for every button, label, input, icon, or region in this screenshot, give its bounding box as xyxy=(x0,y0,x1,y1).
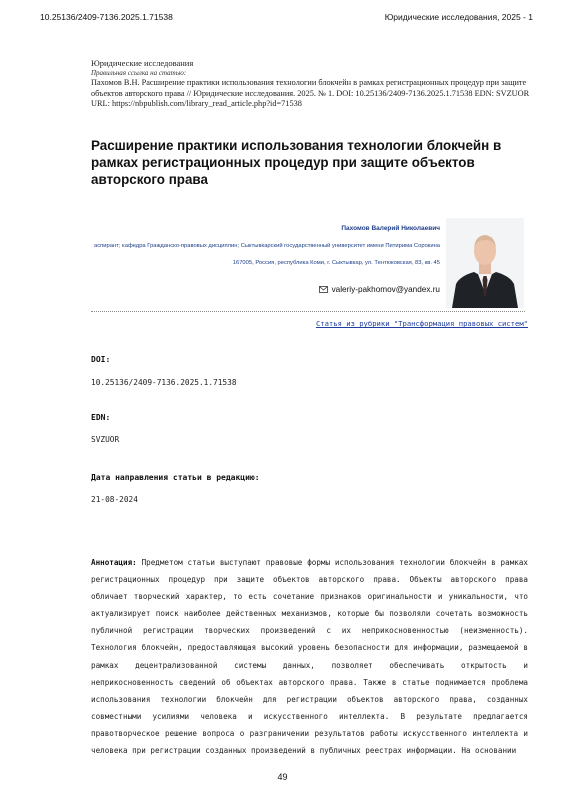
author-address: 167005, Россия, республика Коми, г. Сыктывкар, ул. Тентюковская, 83, кв. 45 xyxy=(232,260,440,266)
edn-value: SVZUOR xyxy=(91,435,120,444)
author-photo xyxy=(446,218,524,308)
doi-value: 10.25136/2409-7136.2025.1.71538 xyxy=(91,378,237,387)
abstract-label: Аннотация: xyxy=(91,558,137,567)
header-journal-issue: Юридические исследования, 2025 - 1 xyxy=(384,12,533,22)
abstract xyxy=(91,554,528,759)
journal-name: Юридические исследования xyxy=(91,58,194,68)
envelope-icon xyxy=(319,286,328,293)
submission-date-value: 21-08-2024 xyxy=(91,495,138,504)
edn-label: EDN: xyxy=(91,413,111,422)
email-address[interactable]: valeriy-pakhomov@yandex.ru xyxy=(331,285,440,294)
doi-label: DOI: xyxy=(91,355,111,364)
rubric-link[interactable]: Статья из рубрики "Трансформация правовых систем" xyxy=(315,319,528,328)
article-title: Расширение практики использования технологии блокчейн в рамках регистрационных процедур при защите объектов авторского права xyxy=(91,138,502,187)
author-block xyxy=(80,224,440,267)
citation-label: Правильная ссылка на статью: xyxy=(91,69,187,77)
citation-text: Пахомов В.Н. Расширение практики использования технологии блокчейн в рамках регистрационных процедур при защите объектов авторского права // Юридические исследования. 2025. № 1. DOI: 10.25136/2409-7136.2025.1.71538 EDN: SVZUOR URL: https://nbpublish.com/library_read_article.php?id=71538 xyxy=(91,78,530,108)
author-email[interactable] xyxy=(319,285,440,294)
citation-block xyxy=(91,58,531,110)
section-divider xyxy=(91,311,525,312)
header-doi: 10.25136/2409-7136.2025.1.71538 xyxy=(40,12,173,22)
author-affiliation: аспирант; кафедра Гражданско-правовых дисциплин; Сыктывкарский государственный университет имени Питирима Сорокина xyxy=(94,243,440,249)
submission-date-label: Дата направления статьи в редакцию: xyxy=(91,473,260,482)
author-name: Пахомов Валерий Николаевич xyxy=(341,225,440,232)
abstract-text: Предметом статьи выступают правовые формы использования технологии блокчейн в рамках регистрационных процедур при защите объектов авторского права. Объекты авторского права обличает творческий характер, то есть сочетание признаков оригинальности и уникальности, что актуализирует поиск наиболее действенных механизмов, которые бы позволяли сочетать возможность публичной регистрации творческих произведений с их неприкосновенностью (неизменность). Технология блокчейн, предоставляющая высокий уровень безопасности для информации, размещаемой в рамках децентрализованной системы данных, позволяет обеспечивать открытость и неприкосновенность сведений об объектах авторского права. Также в статье поднимается проблема использования технологии блокчейн для регистрации объектов авторского права, созданных совместными усилиями человека и искусственного интеллекта. В результате предлагается правотворческое решение вопроса о разграничении результатов работы искусственного интеллекта и человека при регистрации созданных произведений в публичных реестрах информации. На основании xyxy=(91,558,528,756)
page-number: 49 xyxy=(277,772,288,782)
